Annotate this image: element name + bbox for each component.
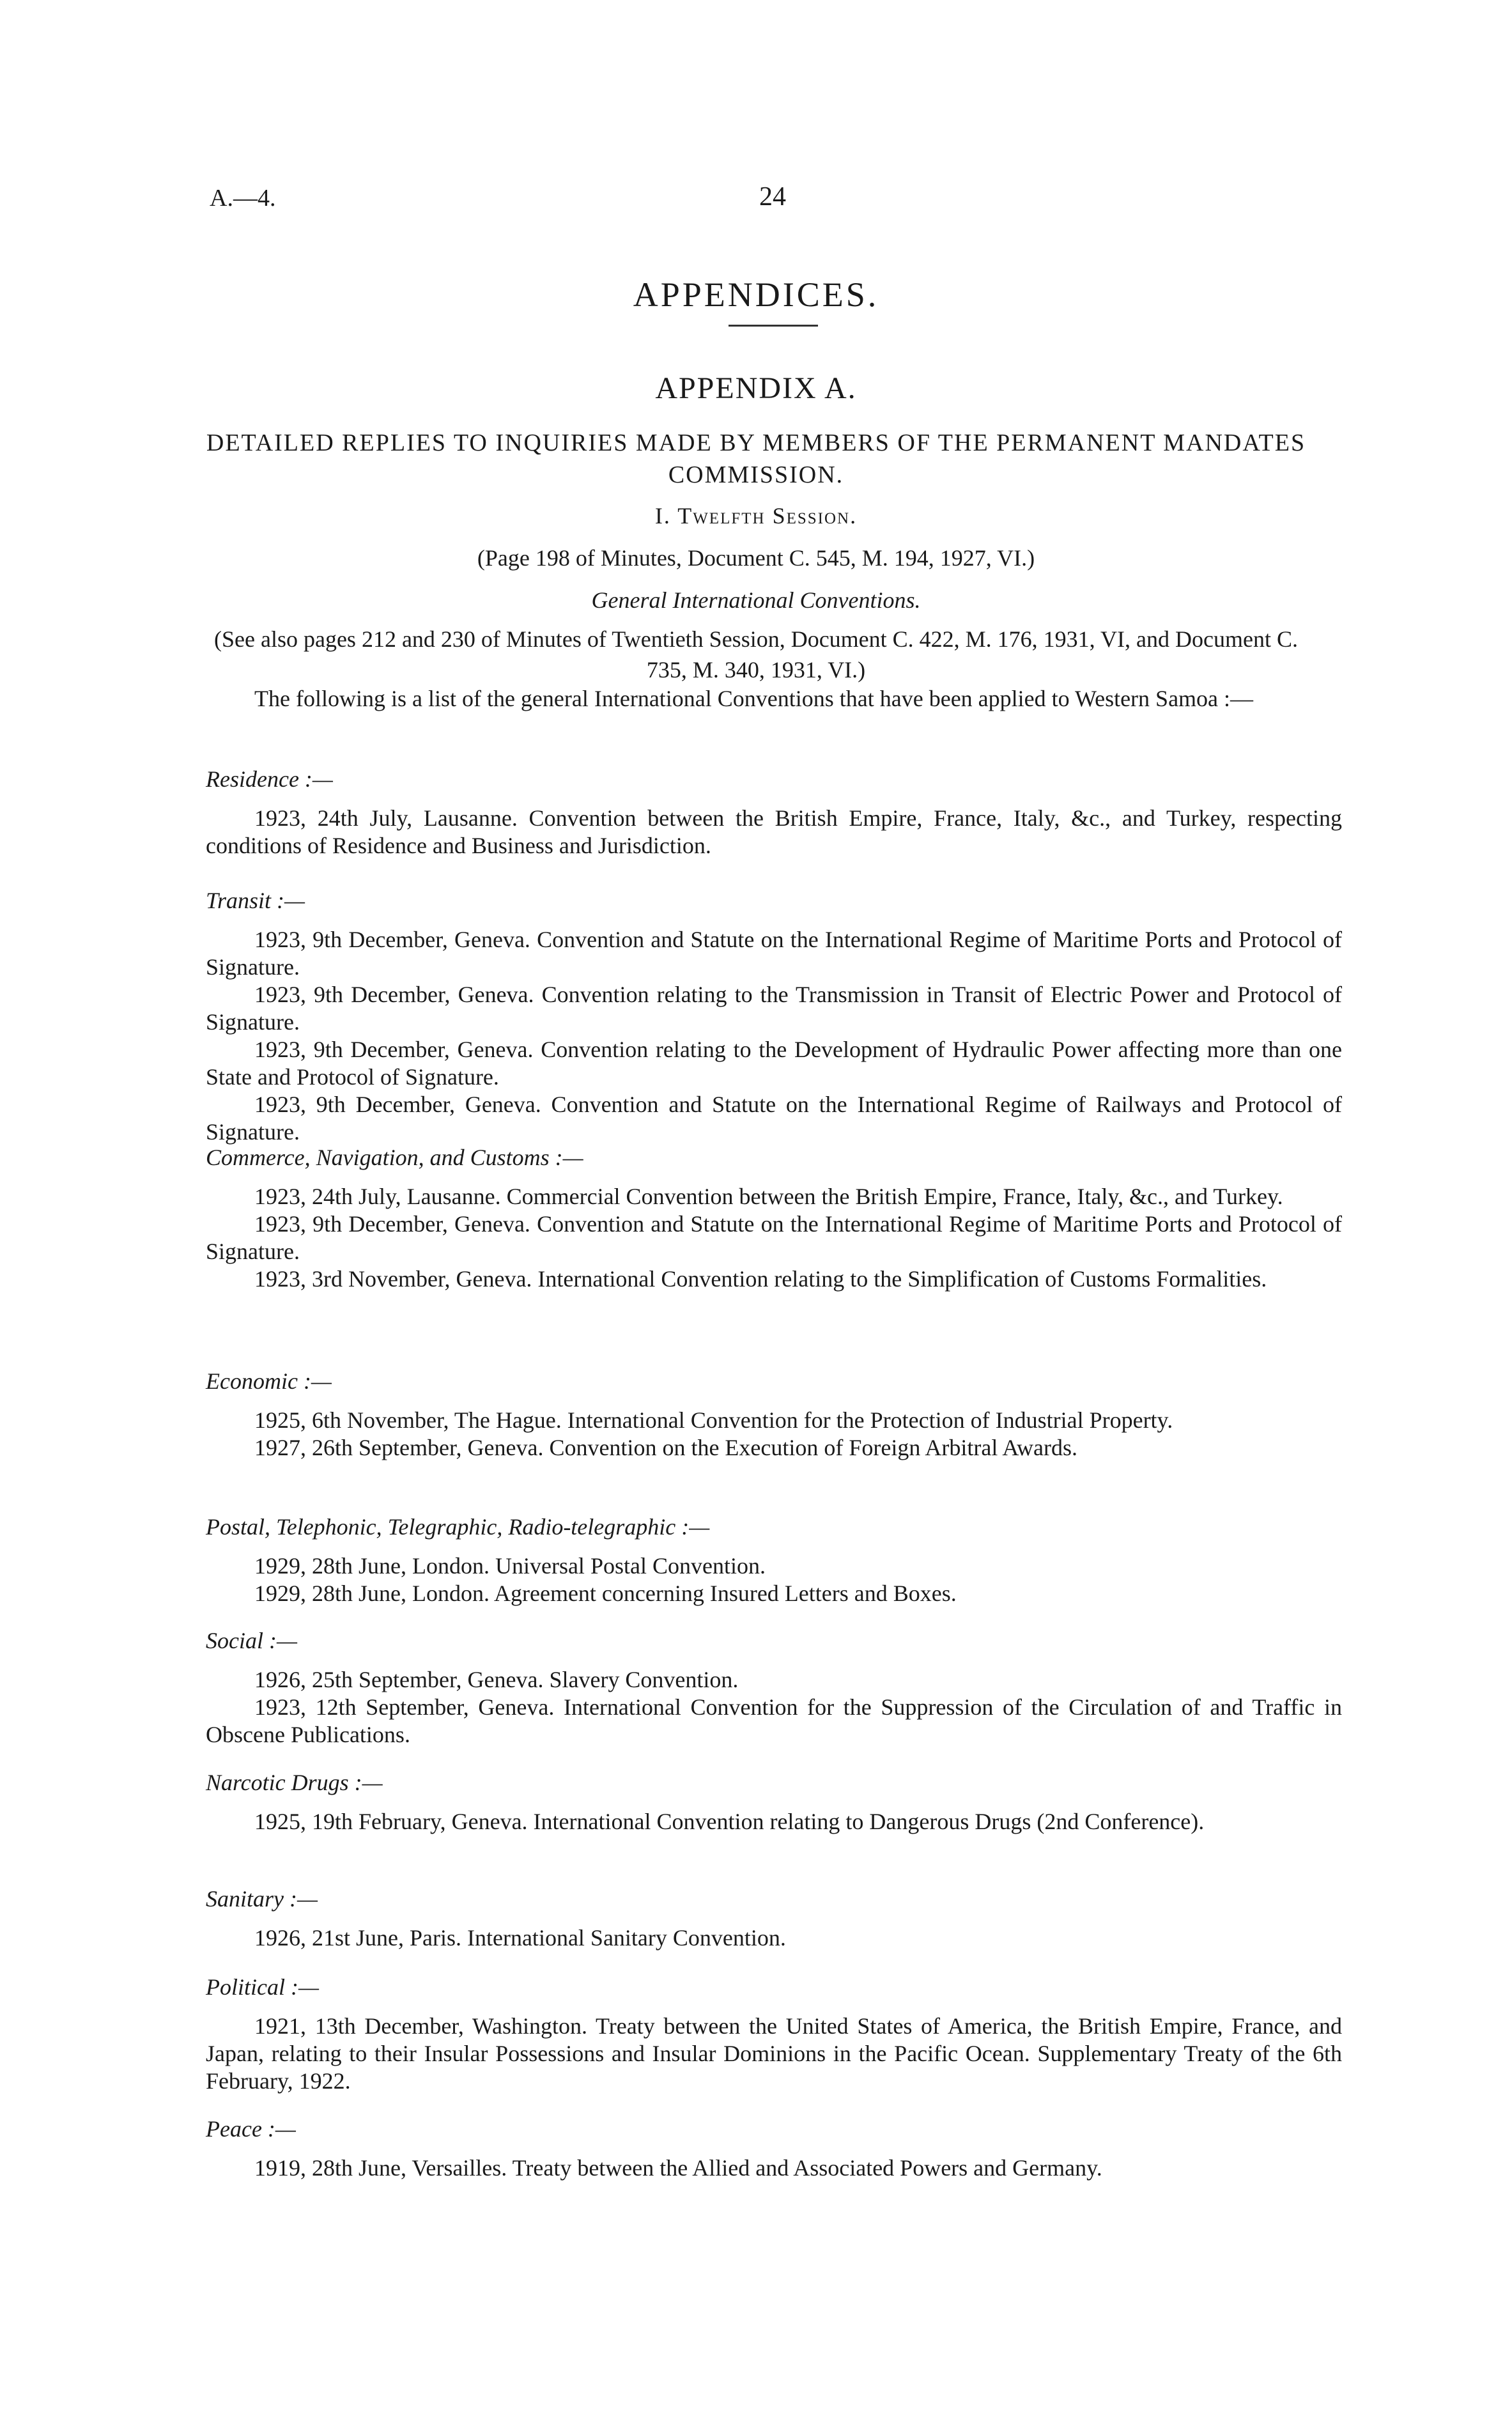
intro-text: The following is a list of the general International Conventions that have been applied to Western Samoa :— <box>254 686 1254 711</box>
section-title: Residence :— <box>206 766 333 792</box>
appendix-subtitle: DETAILED REPLIES TO INQUIRIES MADE BY MEMBERS OF THE PERMANENT MANDATES COMMISSION. <box>206 429 1306 488</box>
entry: 1923, 12th September, Geneva. International Convention for the Suppression of the Circulation of and Traffic in Obscene Publications. <box>206 1694 1342 1747</box>
section-economic <box>206 1368 1342 1462</box>
entry: 1923, 24th July, Lausanne. Commercial Convention between the British Empire, France, Italy, &c., and Turkey. <box>254 1184 1283 1209</box>
entry: 1925, 19th February, Geneva. International Convention relating to Dangerous Drugs (2nd Conference). <box>254 1809 1205 1834</box>
entry: 1923, 3rd November, Geneva. International Convention relating to the Simplification of Customs Formalities. <box>254 1266 1267 1292</box>
session-heading: I. Twelfth Session. <box>654 503 858 529</box>
section-title: Social :— <box>206 1628 297 1653</box>
see-also-note: (See also pages 212 and 230 of Minutes of Twentieth Session, Document C. 422, M. 176, 1931, VI, and Document C. 735, M. 340, 1931, VI.) <box>214 626 1298 683</box>
entry: 1923, 9th December, Geneva. Convention and Statute on the International Regime of Railways and Protocol of Signature. <box>206 1092 1342 1145</box>
section-sanitary <box>206 1885 1342 1952</box>
entry: 1927, 26th September, Geneva. Convention on the Execution of Foreign Arbitral Awards. <box>254 1435 1078 1460</box>
entry: 1929, 28th June, London. Universal Postal Convention. <box>254 1553 766 1579</box>
entry: 1926, 21st June, Paris. International Sanitary Convention. <box>254 1925 786 1951</box>
section-title: Peace :— <box>206 2116 296 2142</box>
section-title: Postal, Telephonic, Telegraphic, Radio-telegraphic :— <box>206 1514 710 1540</box>
entry: 1923, 9th December, Geneva. Convention relating to the Transmission in Transit of Electric Power and Protocol of Signature. <box>206 982 1342 1035</box>
heading-divider <box>729 325 818 327</box>
section-transit <box>206 887 1342 1146</box>
section-peace <box>206 2115 1342 2182</box>
section-social <box>206 1627 1342 1749</box>
section-title: Sanitary :— <box>206 1886 318 1912</box>
entry: 1929, 28th June, London. Agreement concerning Insured Letters and Boxes. <box>254 1581 957 1606</box>
entry: 1919, 28th June, Versailles. Treaty between the Allied and Associated Powers and Germany. <box>254 2155 1102 2181</box>
section-commerce <box>206 1144 1342 1293</box>
entry: 1921, 13th December, Washington. Treaty between the United States of America, the British Empire, France, and Japan, relating to their Insular Possessions and Insular Dominions in the Pacific Ocean. Supplementary Treaty of the 6th February, 1922. <box>206 2013 1342 2094</box>
page-number: 24 <box>759 182 786 212</box>
entry: 1923, 9th December, Geneva. Convention and Statute on the International Regime of Maritime Ports and Protocol of Signature. <box>206 1211 1342 1264</box>
appendix-a-heading: APPENDIX A. <box>655 371 857 405</box>
section-residence <box>206 766 1342 860</box>
entry: 1923, 9th December, Geneva. Convention and Statute on the International Regime of Maritime Ports and Protocol of Signature. <box>206 927 1342 980</box>
minutes-reference: (Page 198 of Minutes, Document C. 545, M. 194, 1927, VI.) <box>477 545 1035 571</box>
section-title: Narcotic Drugs :— <box>206 1770 383 1795</box>
section-postal <box>206 1513 1342 1607</box>
page-reference-code: A.—4. <box>210 185 276 212</box>
section-title: Transit :— <box>206 888 305 913</box>
entry: 1925, 6th November, The Hague. International Convention for the Protection of Industrial Property. <box>254 1407 1173 1433</box>
general-conventions-heading: General International Conventions. <box>591 587 921 613</box>
section-political <box>206 1974 1342 2095</box>
section-title: Political :— <box>206 1974 319 2000</box>
intro-paragraph <box>206 685 1342 713</box>
section-narcotic-drugs <box>206 1769 1342 1836</box>
section-title: Economic :— <box>206 1368 332 1394</box>
appendices-heading: APPENDICES. <box>633 275 879 314</box>
entry: 1923, 9th December, Geneva. Convention relating to the Development of Hydraulic Power affecting more than one State and Protocol of Signature. <box>206 1037 1342 1090</box>
section-title: Commerce, Navigation, and Customs :— <box>206 1145 583 1170</box>
entry: 1923, 24th July, Lausanne. Convention between the British Empire, France, Italy, &c., and Turkey, respecting conditions of Residence and Business and Jurisdiction. <box>206 805 1342 858</box>
entry: 1926, 25th September, Geneva. Slavery Convention. <box>254 1667 739 1692</box>
